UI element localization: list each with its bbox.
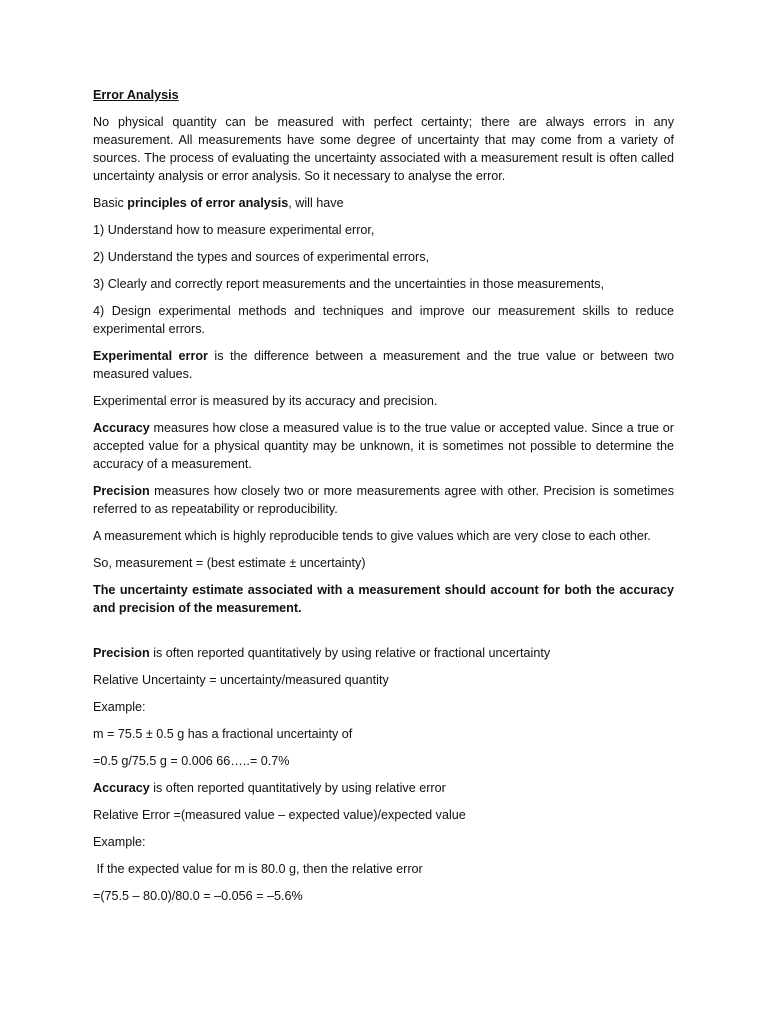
accuracy-definition-text: measures how close a measured value is to the true value or accepted value. Since a true or accepted value for a physical quantity may be unknown, it is sometimes not possible to determine the accuracy of a measurement. bbox=[93, 421, 674, 471]
example-1-line-1: m = 75.5 ± 0.5 g has a fractional uncertainty of bbox=[93, 727, 353, 741]
basic-suffix: , will have bbox=[288, 196, 344, 210]
document-title: Error Analysis bbox=[93, 88, 179, 102]
precision-definition-paragraph bbox=[93, 482, 674, 518]
example-label-1: Example: bbox=[93, 700, 146, 714]
experimental-error-text: is the difference between a measurement and the true value or between two measured values. bbox=[93, 349, 674, 381]
experimental-error-term: Experimental error bbox=[93, 349, 208, 363]
basic-principles-intro bbox=[93, 194, 674, 212]
example-1-line-2: =0.5 g/75.5 g = 0.006 66…..= 0.7% bbox=[93, 754, 290, 768]
basic-prefix: Basic bbox=[93, 196, 128, 210]
reproducible-paragraph: A measurement which is highly reproducible tends to give values which are very close to each other. bbox=[93, 529, 651, 543]
relative-error-formula: Relative Error =(measured value – expected value)/expected value bbox=[93, 808, 466, 822]
principle-item-1: 1) Understand how to measure experimental error, bbox=[93, 223, 375, 237]
principle-item-4: 4) Design experimental methods and techniques and improve our measurement skills to reduce experimental errors. bbox=[93, 304, 674, 336]
experimental-error-paragraph bbox=[93, 347, 674, 383]
measurement-formula: So, measurement = (best estimate ± uncertainty) bbox=[93, 556, 366, 570]
principle-item-2: 2) Understand the types and sources of experimental errors, bbox=[93, 250, 430, 264]
example-label-2: Example: bbox=[93, 835, 146, 849]
uncertainty-bold-statement: The uncertainty estimate associated with a measurement should account for both the accuracy and precision of the measurement. bbox=[93, 583, 674, 615]
principle-item-3: 3) Clearly and correctly report measurements and the uncertainties in those measurements, bbox=[93, 277, 604, 291]
accuracy-reported-term: Accuracy bbox=[93, 781, 150, 795]
blank-line bbox=[93, 626, 674, 644]
accuracy-reported-paragraph bbox=[93, 779, 674, 797]
basic-bold-term: principles of error analysis bbox=[127, 196, 289, 210]
precision-reported-term: Precision bbox=[93, 646, 150, 660]
precision-reported-paragraph bbox=[93, 644, 674, 662]
intro-paragraph: No physical quantity can be measured with perfect certainty; there are always errors in any measurement. All measurements have some degree of uncertainty that may come from a variety of sources. The process of evaluating the uncertainty associated with a measurement result is often called uncertainty analysis or error analysis. So it necessary to analyse the error. bbox=[93, 115, 674, 183]
relative-uncertainty-formula: Relative Uncertainty = uncertainty/measured quantity bbox=[93, 673, 389, 687]
precision-definition-text: measures how closely two or more measurements agree with other. Precision is sometimes referred to as repeatability or reproducibility. bbox=[93, 484, 674, 516]
precision-term: Precision bbox=[93, 484, 150, 498]
example-2-line-1: If the expected value for m is 80.0 g, then the relative error bbox=[93, 862, 423, 876]
precision-reported-text: is often reported quantitatively by using relative or fractional uncertainty bbox=[149, 646, 551, 660]
document-page bbox=[93, 86, 674, 914]
accuracy-reported-text: is often reported quantitatively by using relative error bbox=[149, 781, 446, 795]
measured-by-paragraph: Experimental error is measured by its accuracy and precision. bbox=[93, 394, 438, 408]
accuracy-term: Accuracy bbox=[93, 421, 150, 435]
accuracy-definition-paragraph bbox=[93, 419, 674, 473]
example-2-line-2: =(75.5 – 80.0)/80.0 = –0.056 = –5.6% bbox=[93, 889, 303, 903]
